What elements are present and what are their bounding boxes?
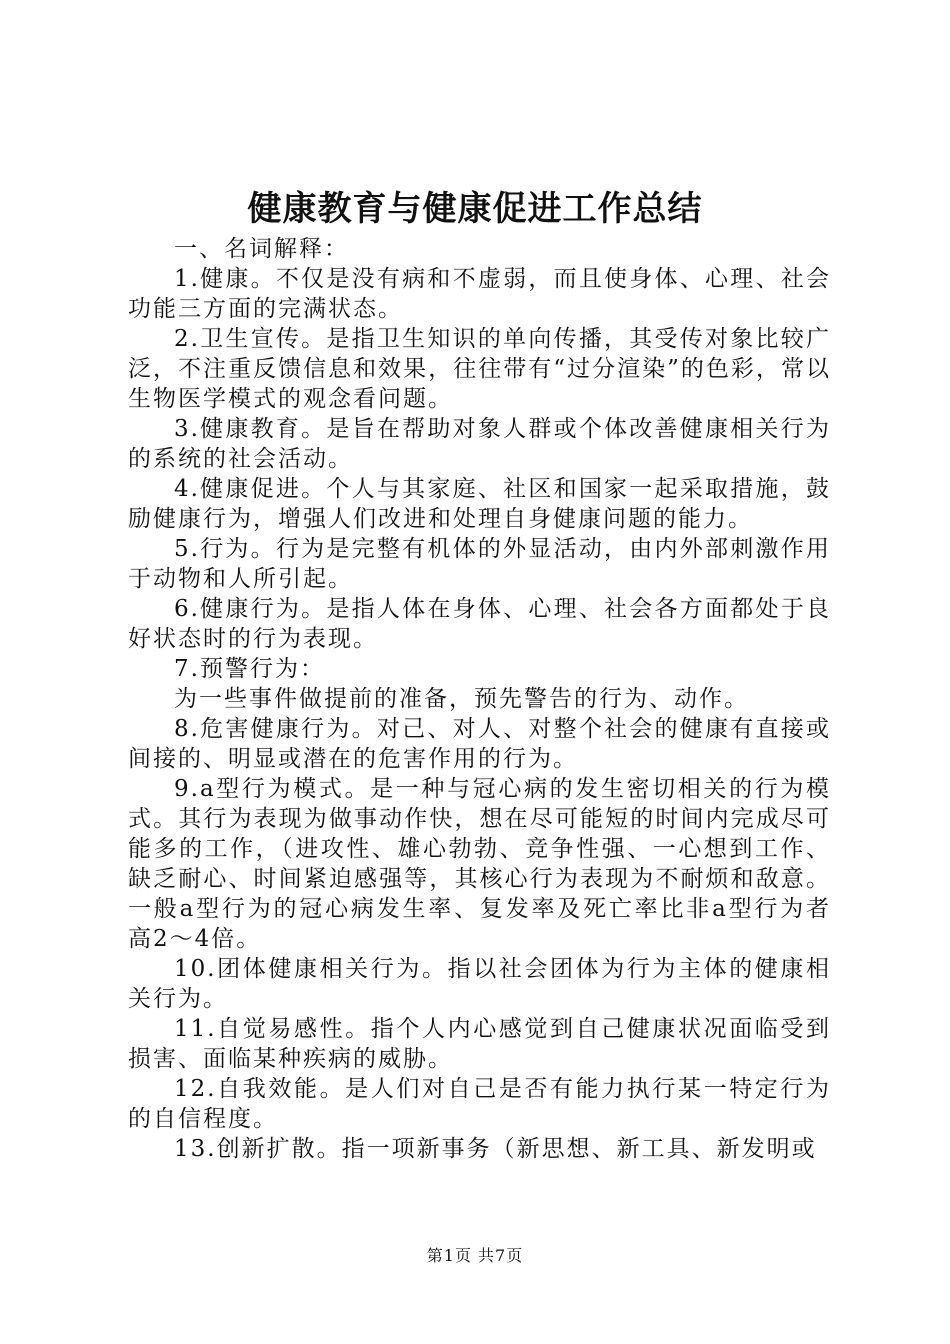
paragraph-13: 13.创新扩散。指一项新事务（新思想、新工具、新发明或 [174,1136,817,1162]
paragraph-5: 5.行为。行为是完整有机体的外显活动，由内外部刺激作用于动物和人所引起。 [128,536,831,592]
paragraph-9: 9.a型行为模式。是一种与冠心病的发生密切相关的行为模式。其行为表现为做事动作快，想在尽可能短的时间内完成尽可能多的工作，（进攻性、雄心勃勃、竞争性强、一心想到工作、缺乏耐心、时间紧迫感强等，其核心行为表现为不耐烦和敌意。一般a型行为的冠心病发生率、复发率及死亡率比非a型行为者高2～4倍。 [128,776,831,952]
page-title: 健康教育与健康促进工作总结 [247,189,703,229]
paragraph-4: 4.健康促进。个人与其家庭、社区和国家一起采取措施，鼓励健康行为，增强人们改进和处理自身健康问题的能力。 [128,476,831,532]
document-body [128,234,831,1164]
paragraph-10: 10.团体健康相关行为。指以社会团体为行为主体的健康相关行为。 [128,956,831,1012]
paragraph-7: 7.预警行为： [174,656,325,682]
paragraph-1: 1.健康。不仅是没有病和不虚弱，而且使身体、心理、社会功能三方面的完满状态。 [128,266,831,322]
paragraph-7-detail: 为一些事件做提前的准备，预先警告的行为、动作。 [174,686,749,712]
section-heading: 一、名词解释： [174,236,349,262]
paragraph-3: 3.健康教育。是旨在帮助对象人群或个体改善健康相关行为的系统的社会活动。 [128,416,831,472]
paragraph-6: 6.健康行为。是指人体在身体、心理、社会各方面都处于良好状态时的行为表现。 [128,596,831,652]
paragraph-2: 2.卫生宣传。是指卫生知识的单向传播，其受传对象比较广泛，不注重反馈信息和效果，往往带有“过分渲染”的色彩，常以生物医学模式的观念看问题。 [128,326,831,412]
paragraph-11: 11.自觉易感性。指个人内心感觉到自己健康状况面临受到损害、面临某种疾病的威胁。 [128,1016,831,1072]
page-footer: 第1页 共7页 [426,1246,524,1265]
paragraph-8: 8.危害健康行为。对己、对人、对整个社会的健康有直接或间接的、明显或潜在的危害作用的行为。 [128,716,831,772]
paragraph-12: 12.自我效能。是人们对自己是否有能力执行某一特定行为的自信程度。 [128,1076,831,1132]
